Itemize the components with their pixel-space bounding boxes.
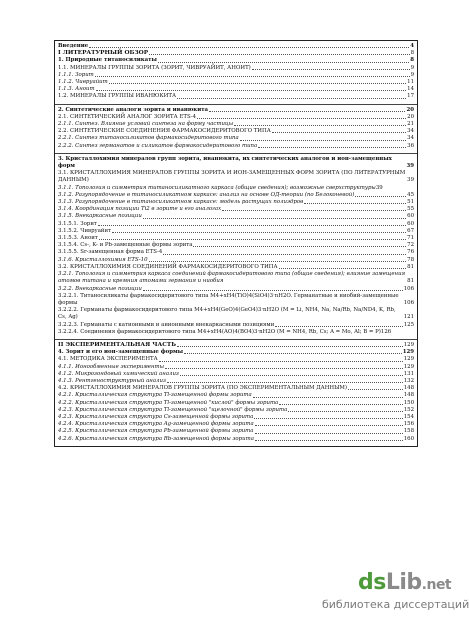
dot-leader (304, 203, 406, 204)
toc-entry-title: 4.2.1. Кристаллическая структура Tl-замещенной формы зорита (58, 392, 252, 399)
toc-entry-title: 2. Синтетические аналоги зорита и иванюкита (58, 106, 209, 113)
toc-section-crystal-chemistry (55, 154, 417, 340)
toc-entry-title: 2.2.2. Синтез германатов и силикатов фармакосидеритового типа (58, 142, 258, 149)
toc-entry[interactable] (58, 221, 414, 228)
dot-leader (255, 440, 403, 441)
toc-entry-page: 71 (407, 235, 414, 242)
toc-entry-page: 60 (407, 220, 414, 227)
dot-leader (184, 353, 402, 354)
toc-entry-page: 152 (403, 406, 414, 413)
toc-entry-title: 1.1.1. Зорит (58, 71, 94, 78)
toc-entry[interactable] (58, 185, 414, 192)
toc-entry-page: 36 (407, 142, 414, 149)
toc-entry-title: 3.2.2.2. Германаты фармакосидеритового типа M4+xH4(GeO)4(GeO4)3·nH2O (M = Li, NH4, Na, Na/Rb, Na/ND4, K, Rb, Cs, Ag) (58, 307, 396, 321)
toc-entry-title: 3.1.5.5. Sr-замещенная форма ETS-4 (58, 249, 163, 256)
toc-entry-page: 121 (403, 314, 414, 321)
toc-entry-title: II ЭКСПЕРИМЕНТАЛЬНАЯ ЧАСТЬ (58, 341, 176, 348)
toc-entry-title: 3.1.5.1. Зорит (58, 220, 97, 227)
toc-entry-title: 4.2.2. Кристаллическая структура Tl-замещенной "кислой" формы зорита (58, 399, 279, 406)
dot-leader (177, 98, 406, 99)
dot-leader (234, 125, 406, 126)
toc-entry-list (58, 192, 414, 271)
toc-entry-list (58, 322, 414, 329)
toc-entry-title: 3.1.2. Разупорядочение в титаносиликатном каркасе: анализ на основе ОД-теории (по Белоконевой) (58, 191, 355, 198)
dslib-watermark (318, 568, 469, 616)
toc-entry-page: 81 (407, 263, 414, 270)
toc-entry[interactable] (58, 349, 414, 356)
dot-leader (197, 118, 406, 119)
toc-entry-page: 55 (407, 206, 414, 213)
toc-entry-title: 4.1. МЕТОДИКА ЭКСПЕРИМЕНТА (58, 356, 158, 363)
toc-entry-page: 72 (407, 242, 414, 249)
toc-entry-list (58, 286, 414, 293)
toc-entry-page: 11 (407, 79, 414, 86)
toc-section-synthetic-analogs (55, 105, 417, 154)
toc-entry[interactable] (58, 156, 414, 170)
dot-leader (89, 47, 409, 48)
toc-entry-title: 4.2.3. Кристаллическая структура Tl-замещенной "щелочной" формы зорита (58, 406, 288, 413)
toc-entry[interactable] (58, 264, 414, 271)
dot-leader (159, 361, 403, 362)
dot-leader (222, 210, 406, 211)
toc-entry[interactable] (58, 65, 414, 72)
toc-entry[interactable] (58, 392, 414, 399)
toc-entry[interactable] (58, 293, 414, 307)
toc-entry-title: 4.2.3. Кристаллическая структура Cs-замещенной формы зорита (58, 413, 254, 420)
dot-leader (98, 225, 406, 226)
toc-entry-page: 129 (403, 356, 414, 363)
toc-entry-page: 106 (403, 285, 414, 292)
dot-leader (149, 261, 407, 262)
dot-leader (158, 62, 409, 63)
toc-entry[interactable] (58, 199, 414, 206)
toc-entry-page: 45 (407, 191, 414, 198)
logo-part: ds (358, 570, 386, 595)
toc-entry[interactable] (58, 257, 414, 264)
toc-entry-page: 158 (403, 428, 414, 435)
dot-leader (149, 54, 410, 55)
dot-leader (255, 425, 403, 426)
toc-entry-title: 1.2. МИНЕРАЛЫ ГРУППЫ ИВАНЮКИТА (58, 93, 177, 100)
dot-leader (143, 290, 403, 291)
toc-entry[interactable] (58, 213, 414, 220)
toc-entry-page: 129 (403, 363, 414, 370)
logo-part: .net (421, 577, 452, 593)
toc-entry-title: 3.1.5.3. Аноит (58, 235, 98, 242)
toc-entry-title: 4.1.2. Микрозондовый химический анализ (58, 370, 179, 377)
toc-entry-page: 126 (380, 328, 392, 335)
dot-leader (253, 397, 403, 398)
toc-entry-page: 34 (407, 128, 414, 135)
toc-entry[interactable] (58, 436, 414, 443)
toc-entry-page: 154 (403, 413, 414, 420)
dot-leader (209, 111, 405, 112)
toc-entry-page: 160 (403, 435, 414, 442)
toc-entry-page: 21 (407, 121, 414, 128)
toc-entry-title: 2.1.1. Синтез. Влияние условий синтеза на форму частицы (58, 121, 234, 128)
toc-section-literature (55, 41, 417, 105)
toc-entry-title: 1.1.2. Чивруайит (58, 79, 108, 86)
toc-entry[interactable] (58, 249, 414, 256)
toc-entry-page: 129 (402, 349, 414, 356)
table-of-contents (54, 40, 418, 447)
toc-entry-title: 1. Природные титаносиликаты (58, 57, 157, 64)
dot-leader (258, 147, 406, 148)
dslib-subtitle: библиотека диссертаций (322, 598, 469, 611)
dot-leader (177, 346, 403, 347)
toc-entry-page: 51 (407, 199, 414, 206)
toc-entry-title: 3.1.4. Координация позиции Ti2 в зорите и его аналогах (58, 206, 222, 213)
toc-entry[interactable] (58, 364, 414, 371)
dot-leader (112, 232, 406, 233)
toc-entry-title: 2.2. СИНТЕТИЧЕСКИЕ СОЕДИНЕНИЯ ФАРМАКОСИДЕРИТОВОГО ТИПА (58, 128, 271, 135)
toc-entry-title: 3.1.5.2. Чивруайит (58, 227, 112, 234)
toc-entry-page: 131 (403, 370, 414, 377)
toc-entry-title: 3.2.2.4. Соединения фармакосидеритового типа M4+xH4(AO)4(BO4)3·nH2O (M = NH4, Rb, Cs; A = Mo, Al; B = P) (58, 328, 381, 335)
dot-leader (279, 268, 407, 269)
toc-entry-title: 4.2.4. Кристаллическая структура Ag-замещенной формы зорита (58, 421, 254, 428)
toc-entry[interactable] (58, 428, 414, 435)
toc-entry[interactable] (58, 114, 414, 121)
toc-entry[interactable] (58, 286, 414, 293)
dot-leader (167, 382, 403, 383)
toc-entry-page: 132 (403, 377, 414, 384)
dot-leader (348, 389, 403, 390)
toc-entry[interactable] (58, 329, 414, 336)
toc-entry-page: 8 (410, 50, 414, 57)
toc-entry-title: 3. Кристаллохимия минералов групп зорита, иванюкита, их синтетических аналогов и ион-замещенных форм (58, 155, 392, 170)
toc-entry-page: 148 (403, 392, 414, 399)
toc-entry-page: 156 (403, 421, 414, 428)
toc-entry[interactable] (58, 72, 414, 79)
toc-entry-page: 39 (407, 177, 414, 184)
toc-entry[interactable] (58, 57, 414, 64)
dot-leader (163, 254, 406, 255)
toc-entry[interactable] (58, 107, 414, 114)
toc-entry[interactable] (58, 50, 414, 57)
toc-entry-page: 8 (410, 57, 414, 64)
toc-entry-title: 3.2.2.3. Германаты с катионными и анионными внекаркасными позициями (58, 321, 275, 328)
logo-part: Lib (385, 570, 422, 595)
toc-entry[interactable] (58, 400, 414, 407)
toc-entry[interactable] (58, 121, 414, 128)
dot-leader (109, 83, 406, 84)
toc-entry[interactable] (58, 356, 414, 363)
toc-entry[interactable] (58, 228, 414, 235)
toc-entry-page: 17 (407, 93, 414, 100)
toc-entry-title: 4.1.1. Ионообменные эксперименты (58, 363, 165, 370)
toc-entry-title: 4.2.6. Кристаллическая структура Rb-замещенной формы зорита (58, 435, 254, 442)
toc-entry-page: 34 (407, 135, 414, 142)
toc-entry-page: 14 (407, 86, 414, 93)
toc-entry[interactable] (58, 322, 414, 329)
toc-entry[interactable] (58, 170, 414, 184)
toc-entry-title: Введение (58, 43, 89, 49)
toc-entry-title: 3.1.6. Кристаллохимия ETS-10 (58, 256, 148, 263)
toc-entry-title: 3.2.1. Топология и симметрия каркаса соединений фармакосидеритового типа (общие сведения); влияние замещения атомов титана и кремния атомами германия и ниобия (58, 271, 406, 285)
toc-entry-page: 76 (407, 249, 414, 256)
dot-leader (254, 418, 402, 419)
toc-entry-page: 20 (407, 113, 414, 120)
toc-entry-page: 60 (407, 213, 414, 220)
dot-leader (240, 140, 406, 141)
dot-leader (288, 411, 402, 412)
toc-entry-title: 2.1. СИНТЕТИЧЕСКИЙ АНАЛОГ ЗОРИТА ETS-4 (58, 113, 197, 120)
dslib-logo (358, 570, 451, 595)
toc-entry[interactable] (58, 206, 414, 213)
dot-leader (165, 368, 403, 369)
dot-leader (95, 76, 410, 77)
toc-entry-page: 106 (403, 299, 414, 306)
toc-entry-page: 78 (407, 256, 414, 263)
toc-entry[interactable] (58, 93, 414, 100)
toc-entry-title: 3.1.5.4. Cs-, K- и Pb-замещенные формы зорита (58, 242, 193, 249)
toc-entry-title: 4.1.3. Рентгеноструктурный анализ (58, 377, 166, 384)
toc-entry-title: 3.2. КРИСТАЛЛОХИМИЯ СОЕДИНЕНИЙ ФАРМАКОСИДЕРИТОВОГО ТИПА (58, 263, 278, 270)
toc-entry-title: 4. Зорит и его ион-замещенные формы (58, 349, 184, 356)
dot-leader (180, 375, 403, 376)
dot-leader (255, 433, 403, 434)
dot-leader (96, 90, 407, 91)
toc-entry-title: 4.2. КРИСТАЛЛОХИМИЯ МИНЕРАЛОВ ГРУППЫ ЗОРИТА (ПО ЭКСПЕРИМЕНТАЛЬНЫМ ДАННЫМ) (58, 385, 348, 392)
dot-leader (355, 196, 406, 197)
toc-entry-title: 3.2.2. Внекаркасные позиции (58, 285, 142, 292)
toc-entry-title: 1.1.3. Аноит (58, 86, 95, 93)
toc-entry-page: 9 (410, 64, 414, 71)
toc-entry-title: 4.2.5. Кристаллическая структура Pb-замещенной формы зорита (58, 428, 254, 435)
dot-leader (275, 326, 403, 327)
toc-entry[interactable] (58, 307, 414, 321)
toc-entry[interactable] (58, 86, 414, 93)
toc-entry[interactable] (58, 271, 414, 285)
toc-entry[interactable] (58, 135, 414, 142)
toc-entry-title: 2.2.1. Синтез титаносиликатов фармакосидеритового типа (58, 135, 239, 142)
toc-entry-page: 9 (410, 71, 414, 78)
toc-entry-title: 1.1. МИНЕРАЛЫ ГРУППЫ ЗОРИТА (ЗОРИТ, ЧИВРУАЙИТ, АНОИТ) (58, 64, 251, 71)
toc-entry-page: 129 (403, 341, 414, 348)
toc-entry-page: 4 (410, 43, 414, 49)
dot-leader (99, 239, 406, 240)
toc-entry-page: 81 (407, 278, 414, 285)
toc-entry-page: 125 (403, 321, 414, 328)
toc-entry[interactable] (58, 143, 414, 150)
dot-leader (252, 69, 410, 70)
toc-entry-page: 150 (403, 399, 414, 406)
toc-entry[interactable] (58, 407, 414, 414)
toc-entry-title: 3.1. КРИСТАЛЛОХИМИЯ МИНЕРАЛОВ ГРУППЫ ЗОРИТА И ИОН-ЗАМЕЩЕННЫХ ФОРМ ЗОРИТА (ПО ЛИТЕРАТУРНЫМ ДАННЫМ) (58, 170, 406, 184)
toc-entry-title: 3.1.1. Топология и симметрия титаносиликатного каркаса (общие сведения); возможные сверхструктуры (58, 184, 376, 191)
toc-entry-page: 39 (406, 163, 414, 170)
toc-entry-title: 3.2.2.1. Титаносиликаты фармакосидеритового типа M4+xH4(TiO)4(SiO4)3·nH2O. Германатные и ниобий-замещенные формы (58, 292, 399, 306)
toc-entry-page: 148 (403, 385, 414, 392)
toc-entry[interactable] (58, 79, 414, 86)
dot-leader (279, 404, 402, 405)
dot-leader (272, 132, 406, 133)
toc-entry-title: I ЛИТЕРАТУРНЫЙ ОБЗОР (58, 50, 149, 57)
toc-entry[interactable] (58, 371, 414, 378)
toc-section-experimental (55, 340, 417, 446)
toc-entry[interactable] (58, 192, 414, 199)
toc-entry-page: 20 (406, 106, 414, 113)
toc-entry-title: 3.1.5. Внекаркасные позиции (58, 213, 142, 220)
dot-leader (143, 218, 406, 219)
toc-entry-title: 3.1.3. Разупорядочение в титаносиликатном каркасе: модель растущих полиэдров (58, 199, 304, 206)
toc-entry-page: 67 (407, 227, 414, 234)
toc-entry-page: 39 (375, 184, 383, 191)
dot-leader (193, 246, 406, 247)
